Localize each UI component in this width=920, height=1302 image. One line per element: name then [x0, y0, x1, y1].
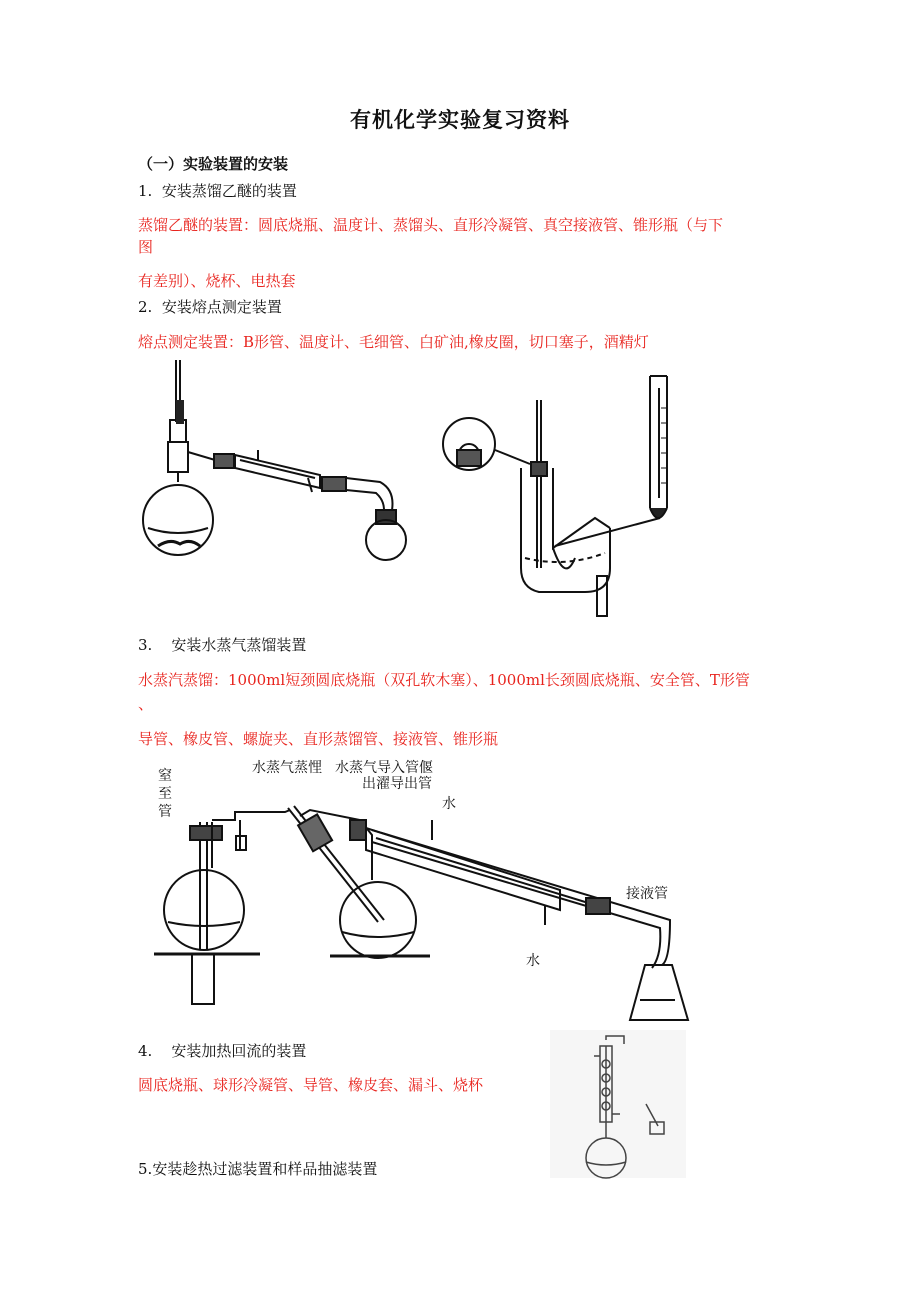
- label-safety-tube-1: 窒: [158, 768, 172, 784]
- item-1-red-line-2: 图: [138, 238, 154, 256]
- item-4-red-line-1: 圆底烧瓶、球形冷凝管、导管、橡皮套、漏斗、烧杯: [138, 1076, 484, 1094]
- item-2-red-line-1: 熔点测定装置：B形管、温度计、毛细管、白矿油,橡皮圈，切口塞子，酒精灯: [138, 333, 649, 351]
- label-water-in: 水: [442, 796, 456, 812]
- reflux-apparatus-figure: [550, 1030, 686, 1178]
- section-heading: （一）实验装置的安装: [138, 155, 289, 173]
- item-3-red-line-3: 导管、橡皮管、螺旋夹、直形蒸馏管、接液管、锥形瓶: [138, 730, 499, 748]
- melting-point-apparatus-figure: [435, 368, 695, 620]
- item-1-red-line-1: 蒸馏乙醚的装置：圆底烧瓶、温度计、蒸馏头、直形冷凝管、真空接液管、锥形瓶（与下: [138, 216, 724, 234]
- item-3-heading: 3. 安装水蒸气蒸馏装置: [138, 636, 307, 654]
- label-steam-generator: 水蒸气蒸悝: [252, 760, 322, 776]
- item-4-heading: 4. 安装加热回流的装置: [138, 1042, 307, 1060]
- item-5-heading: 5.安装趁热过滤装置和样品抽滤装置: [138, 1160, 378, 1178]
- label-safety-tube-3: 管: [158, 804, 172, 820]
- item-3-red-line-2: 、: [138, 695, 154, 713]
- label-receiver: 接液管: [626, 886, 668, 902]
- steam-distillation-figure: [140, 760, 700, 1030]
- item-1-heading: 1. 安装蒸馏乙醚的装置: [138, 182, 297, 200]
- label-safety-tube-2: 至: [158, 786, 172, 802]
- item-2-heading: 2. 安装熔点测定装置: [138, 298, 282, 316]
- item-3-red-line-1: 水蒸汽蒸馏：1000ml短颈圆底烧瓶（双孔软木塞）、1000ml长颈圆底烧瓶、安全管、T形管: [138, 671, 750, 689]
- label-steam-inlet: 水蒸气导入管偃: [335, 760, 433, 776]
- page-title: 有机化学实验复习资料: [350, 108, 570, 132]
- label-outlet: 出濯导出管: [362, 776, 432, 792]
- item-1-red-line-3: 有差别）、烧杯、电热套: [138, 272, 296, 290]
- label-water-out: 水: [526, 953, 540, 969]
- distillation-apparatus-figure: [140, 360, 430, 580]
